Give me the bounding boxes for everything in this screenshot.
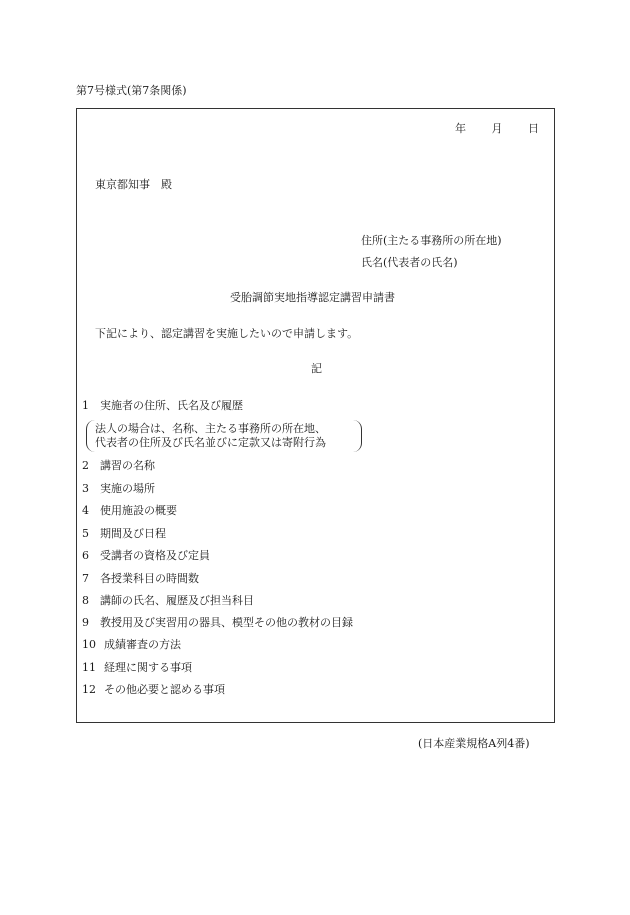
date-day: 日 bbox=[528, 122, 539, 135]
form-frame bbox=[76, 108, 555, 723]
date-line bbox=[455, 122, 539, 136]
list-item: 2 講習の名称 bbox=[82, 459, 155, 472]
applicant-address-label: 住所(主たる事務所の所在地) bbox=[361, 234, 502, 247]
list-item: 6 受講者の資格及び定員 bbox=[82, 549, 210, 562]
item1-note-line1: 法人の場合は、名称、主たる事務所の所在地、 bbox=[95, 422, 326, 435]
item1-note-bracket bbox=[86, 420, 362, 452]
item1-note-line2: 代表者の住所及び氏名並びに定款又は寄附行為 bbox=[95, 436, 326, 449]
list-item: 9 教授用及び実習用の器具、模型その他の教材の目録 bbox=[82, 616, 353, 629]
ki-heading: 記 bbox=[311, 362, 322, 375]
list-item: 7 各授業科目の時間数 bbox=[82, 572, 199, 585]
document-title: 受胎調節実地指導認定講習申請書 bbox=[230, 291, 395, 304]
list-item: 8 講師の氏名、履歴及び担当科目 bbox=[82, 594, 254, 607]
addressee: 東京都知事 殿 bbox=[95, 178, 172, 191]
date-month: 月 bbox=[491, 122, 503, 135]
list-item: 11 経理に関する事項 bbox=[82, 661, 192, 674]
list-item: 4 使用施設の概要 bbox=[82, 504, 177, 517]
applicant-name-label: 氏名(代表者の氏名) bbox=[361, 256, 458, 269]
paper-size-note: (日本産業規格A列4番) bbox=[418, 737, 530, 750]
intro-text: 下記により、認定講習を実施したいので申請します。 bbox=[95, 327, 359, 340]
date-year: 年 bbox=[455, 122, 466, 135]
list-item: 3 実施の場所 bbox=[82, 482, 155, 495]
list-item: 12 その他必要と認める事項 bbox=[82, 683, 225, 696]
list-item: 10 成績審査の方法 bbox=[82, 638, 181, 651]
list-item: 1 実施者の住所、氏名及び履歴 bbox=[82, 399, 243, 412]
list-item: 5 期間及び日程 bbox=[82, 527, 166, 540]
form-number: 第7号様式(第7条関係) bbox=[76, 84, 187, 97]
